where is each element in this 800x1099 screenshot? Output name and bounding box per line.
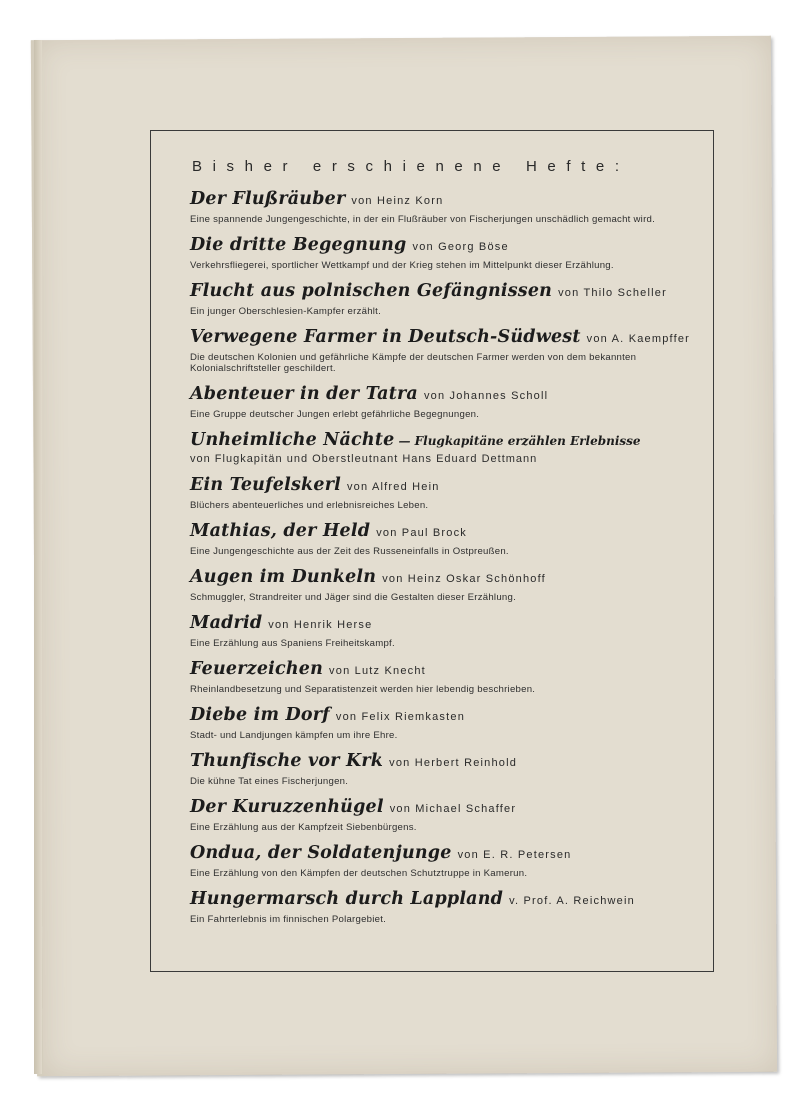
issue-description: Eine Erzählung aus Spaniens Freiheitskampf. — [190, 638, 395, 649]
list-item — [190, 840, 680, 879]
list-item — [190, 564, 680, 603]
list-item — [190, 748, 680, 787]
list-item — [190, 794, 680, 833]
issue-title: Die dritte Begegnung — [190, 235, 407, 255]
issue-description: Rheinlandbesetzung und Separatistenzeit werden hier lebendig beschrieben. — [190, 684, 536, 695]
list-item — [190, 232, 680, 271]
issue-author: von Alfred Hein — [346, 481, 440, 493]
issue-description: Ein Fahrterlebnis im finnischen Polargebiet. — [190, 914, 387, 925]
issue-title: Thunfische vor Krk — [190, 751, 384, 771]
list-item — [190, 886, 680, 925]
issue-author: von Thilo Scheller — [558, 287, 667, 299]
issue-description: Stadt- und Landjungen kämpfen um ihre Ehre. — [190, 730, 398, 741]
issue-description: Eine Erzählung von den Kämpfen der deutschen Schutztruppe in Kamerun. — [190, 868, 528, 879]
issue-author: von Herbert Reinhold — [389, 757, 518, 769]
issue-title: Ondua, der Soldatenjunge — [190, 843, 452, 863]
issue-title: Diebe im Dorf — [190, 705, 330, 725]
issue-author: von Henrik Herse — [268, 619, 373, 631]
issue-title: Flucht aus polnischen Gefängnissen — [190, 281, 553, 301]
issue-description: Ein junger Oberschlesien-Kampfer erzählt. — [190, 306, 382, 317]
list-item — [190, 702, 680, 741]
issue-title: Der Kuruzzenhügel — [190, 797, 384, 817]
issue-author: von E. R. Petersen — [457, 849, 572, 861]
list-item — [190, 278, 680, 317]
list-item — [190, 427, 680, 465]
issue-title: Unheimliche Nächte — [190, 430, 395, 450]
issue-title: Ein Teufelskerl — [190, 475, 341, 495]
issue-subtitle: — Flugkapitäne erzählen Erlebnisse — [398, 434, 641, 448]
list-item — [190, 186, 680, 225]
issue-author: von Heinz Oskar Schönhoff — [382, 573, 546, 585]
issue-title: Hungermarsch durch Lappland — [190, 889, 504, 909]
issue-author: von Heinz Korn — [351, 195, 444, 207]
issue-author: von Flugkapitän und Oberstleutnant Hans Eduard Dettmann — [190, 453, 538, 465]
issue-title: Augen im Dunkeln — [190, 567, 377, 587]
issue-title: Verwegene Farmer in Deutsch-Südwest — [190, 327, 581, 347]
issue-author: v. Prof. A. Reichwein — [509, 895, 635, 907]
issue-description: Eine spannende Jungengeschichte, in der ein Flußräuber von Fischerjungen unschädlich gemacht wird. — [190, 214, 656, 225]
list-item — [190, 656, 680, 695]
issue-list — [190, 186, 691, 932]
issue-description: Eine Erzählung aus der Kampfzeit Siebenbürgens. — [190, 822, 417, 833]
list-item — [190, 324, 691, 374]
issue-description: Die kühne Tat eines Fischerjungen. — [190, 776, 349, 787]
issue-author: von Johannes Scholl — [423, 390, 549, 402]
list-item — [190, 610, 680, 649]
issue-description: Blüchers abenteuerliches und erlebnisreiches Leben. — [190, 500, 429, 511]
issue-author: von Michael Schaffer — [389, 803, 517, 815]
issue-author: von Lutz Knecht — [329, 665, 426, 677]
issue-description: Eine Jungengeschichte aus der Zeit des Russeneinfalls in Ostpreußen. — [190, 546, 509, 557]
list-item — [190, 472, 680, 511]
issue-author: von Paul Brock — [376, 527, 467, 539]
page-edge — [34, 40, 42, 1074]
issue-author: von A. Kaempffer — [586, 333, 691, 345]
issue-title: Mathias, der Held — [190, 521, 371, 541]
issue-description: Eine Gruppe deutscher Jungen erlebt gefährliche Begegnungen. — [190, 409, 480, 420]
issue-title: Madrid — [190, 613, 263, 633]
page-heading: Bisher erschienene Hefte: — [192, 158, 630, 175]
issue-title: Der Flußräuber — [190, 189, 346, 209]
issue-description: Die deutschen Kolonien und gefährliche Kämpfe der deutschen Farmer werden von dem bekannten Kolonialschriftsteller geschildert. — [190, 352, 637, 374]
issue-title: Abenteuer in der Tatra — [190, 384, 418, 404]
issue-description: Schmuggler, Strandreiter und Jäger sind die Gestalten dieser Erzählung. — [190, 592, 516, 603]
issue-author: von Georg Böse — [412, 241, 509, 253]
list-item — [190, 518, 680, 557]
list-item — [190, 381, 680, 420]
issue-description: Verkehrsfliegerei, sportlicher Wettkampf und der Krieg stehen im Mittelpunkt dieser Erzählung. — [190, 260, 614, 271]
issue-author: von Felix Riemkasten — [335, 711, 466, 723]
issue-title: Feuerzeichen — [190, 659, 324, 679]
